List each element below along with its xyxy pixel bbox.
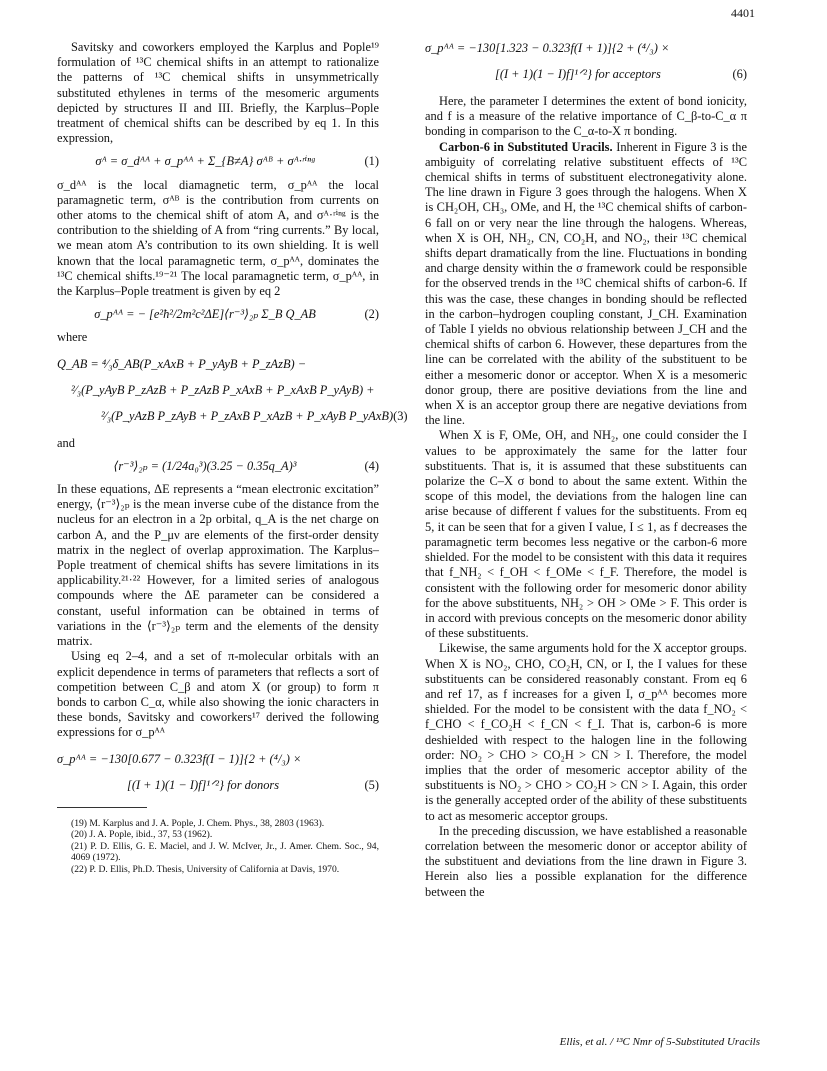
equation-line: ²⁄₃(P_yAyB P_zAzB + P_zAzB P_xAxB + P_xAxB P_yAyB) + [71, 383, 375, 398]
footnote: (21) P. D. Ellis, G. E. Maciel, and J. W. McIver, Jr., J. Amer. Chem. Soc., 94, 4069 (1972). [71, 840, 379, 864]
paragraph: Here, the parameter I determines the extent of bond ionicity, and f is a measure of the relative importance of C_β-to-C_α π bonding in comparison to the C_α-to-X π bonding. [425, 94, 747, 139]
page-number: 4401 [731, 6, 755, 20]
equation-number: (5) [364, 777, 379, 792]
connector-word: and [57, 435, 75, 450]
equation-1 [57, 154, 379, 169]
equation-number: (4) [364, 458, 379, 473]
equation-number: (6) [732, 67, 747, 82]
equation-number: (2) [364, 307, 379, 322]
equation-3 [57, 352, 408, 430]
equation-text: ⟨r⁻³⟩₂ₚ = (1/24a₀³)(3.25 − 0.35q_A)³ [113, 458, 297, 473]
equation-line: [(I + 1)(1 − I)f]¹ᐟ²} for acceptors [495, 67, 661, 82]
paragraph: Savitsky and coworkers employed the Karplus and Pople¹⁹ formulation of ¹³C chemical shifts in an attempt to rationalize the patterns of ¹³C chemical shifts in unsymmetrically substituted ethylenes in terms of the mesomeric arguments depicted by structures II and III. Briefly, the Karplus–Pople treatment of chemical shifts can be described by eq 1. In this expression, [57, 40, 379, 146]
paragraph [425, 140, 747, 429]
paragraph: Using eq 2–4, and a set of π-molecular orbitals with an explicit dependence in terms of parameters that reflects a sort of competition between C_β and atom X (or group) to form π bonds to carbon C_α, while also showing the ionic characters in these bonds, Savitsky and coworkers¹⁷ derived the following expressions for σ_pᴬᴬ [57, 649, 379, 740]
running-footer: Ellis, et al. / ¹³C Nmr of 5-Substituted Uracils [559, 1036, 760, 1048]
equation-text: σᴬ = σ_dᴬᴬ + σ_pᴬᴬ + Σ_{B≠A} σᴬᴮ + σᴬ·ʳⁱⁿᵍ [95, 154, 315, 169]
equation-line: σ_pᴬᴬ = −130[1.323 − 0.323f(I + 1)]{2 + (⁴/₃) × [425, 41, 670, 56]
right-column [425, 40, 747, 900]
footnote-rule [57, 807, 147, 808]
paragraph: When X is F, OMe, OH, and NH₂, one could consider the I values to be approximately the same for the latter four substituents. That is, it is assumed that these substituents can polarize the C–X σ bond to about the same extent. Within the scope of this model, the deviations from the halogen line can arise because of different f values for the substituents. From eq 5, it can be seen that for a given I value, I ≤ 1, as f decreases the paramagnetic term becomes less negative or the carbon-6 more shielded. For the model to be consistent with this data it requires that f_NH₂ < f_OH < f_OMe < f_F. Therefore, the model is consistent with the following order for mesomeric donor ability for the above substituents, NH₂ > OH > OMe > F. This order is in accord with previous concepts on the mesomeric donor ability of these substituents. [425, 428, 747, 641]
section-heading: Carbon-6 in Substituted Uracils. [439, 139, 613, 154]
equation-4 [57, 459, 379, 474]
equation-number: (1) [364, 154, 379, 169]
equation-text: σ_pᴬᴬ = − [e²ħ²/2m²c²ΔE]⟨r⁻³⟩₂ₚ Σ_B Q_AB [94, 307, 316, 322]
connector-word: where [57, 330, 88, 345]
paragraph-text: Inherent in Figure 3 is the ambiguity of correlating relative substituent effects of ¹³C chemical shifts in terms of substituent electronegativity alone. The line drawn in Figure 3 goes through the halogens. When X is CH₂OH, CH₃, OMe, and H, the ¹³C chemical shifts of carbon-6 fall on or very near the line through the halogens. Whereas, when X is OH, NH₂, CN, CO₂H, and NO₂, their ¹³C chemical shifts depart dramatically from the line. Fluctuations in bonding and charge density within the σ framework could be responsible for the observed trends in the ¹³C chemical shifts of carbon-6. If this was the case, these changes in bonding should be reflected in the carbon–hydrogen coupling constant, J_CH. Examination of Table I yields no obvious relationship between J_CH and the chemical shifts of carbon 6. However, these departures from the line can be correlated with the ability of the substituent to be either a mesomeric donor or acceptor. When X is a mesomeric donor group, there are positive deviations from the line and when X is an acceptor group there are negative deviations from the line. [425, 139, 747, 428]
paragraph: In these equations, ΔE represents a “mean electronic excitation” energy, ⟨r⁻³⟩₂ₚ is the mean inverse cube of the distance from the nucleus for an electron in a 2p orbital, q_A is the net charge on carbon A, and the P_μν are elements of the first-order density matrix in the neglect of overlap approximation. The Karplus–Pople treatment of chemical shifts has severe limitations in its applicability.²¹·²² However, for a limited series of analogous compounds where the ΔE parameter can be considered a constant, useful information can be obtained in terms of variations in the ⟨r⁻³⟩₂ₚ term and the elements of the density matrix. [57, 482, 379, 649]
paragraph: σ_dᴬᴬ is the local diamagnetic term, σ_pᴬᴬ the local paramagnetic term, σᴬᴮ is the contribution from currents on other atoms to the chemical shift of atom A, and σᴬ·ʳⁱⁿᵍ is the contribution to the shielding of A from “ring currents.” By local, we mean atom A’s contribution to its own shielding. It is well known that the local paramagnetic term, σ_pᴬᴬ, dominates the ¹³C chemical shifts.¹⁹⁻²¹ The local paramagnetic term, σ_pᴬᴬ, in the Karplus–Pople treatment is given by eq 2 [57, 177, 379, 299]
equation-line: ²⁄₃(P_yAzB P_zAyB + P_zAxB P_xAzB + P_xAyB P_yAxB) [101, 409, 394, 424]
footnote: (22) P. D. Ellis, Ph.D. Thesis, University of California at Davis, 1970. [71, 863, 340, 875]
footnotes [57, 818, 379, 876]
paragraph: In the preceding discussion, we have established a reasonable correlation between the mesomeric donor or acceptor ability of the substituent and deviations from the line drawn in Figure 3. Herein also lies a possible explanation for the difference between the [425, 823, 747, 899]
equation-line: [(I + 1)(1 − I)f]¹ᐟ²} for donors [127, 777, 280, 792]
equation-2 [57, 307, 379, 322]
equation-line: σ_pᴬᴬ = −130[0.677 − 0.323f(I − 1)]{2 + (⁴/₃) × [57, 751, 302, 766]
equation-number: (3) [393, 409, 408, 424]
equation-line: Q_AB = ⁴⁄₃δ_AB(P_xAxB + P_yAyB + P_zAzB) − [57, 357, 307, 372]
paragraph: Likewise, the same arguments hold for the X acceptor groups. When X is NO₂, CHO, CO₂H, CN, or I, the I values for these substituents can be considered reasonably constant. From eq 6 and ref 17, as f increases for a given I, σ_pᴬᴬ becomes more shielded. For the model to be consistent with the data f_NO₂ < f_CHO < f_CO₂H < f_CN < f_I. That is, carbon-6 is more deshielded with respect to the halogen line in the following order: NO₂ > CHO > CO₂H > CN > I. Therefore, the model implies that the order of mesomeric acceptor ability of the substituents is NO₂ > CHO > CO₂H > CN > I. Again, this order is the generally accepted order of the ability of these substituents to act as mesomeric acceptor groups. [425, 641, 747, 823]
equation-5 [57, 747, 379, 799]
footnote: (20) J. A. Pople, ibid., 37, 53 (1962). [71, 829, 213, 841]
footnote: (19) M. Karplus and J. A. Pople, J. Chem. Phys., 38, 2803 (1963). [71, 817, 325, 829]
equation-6 [425, 36, 747, 88]
left-column [57, 40, 408, 875]
